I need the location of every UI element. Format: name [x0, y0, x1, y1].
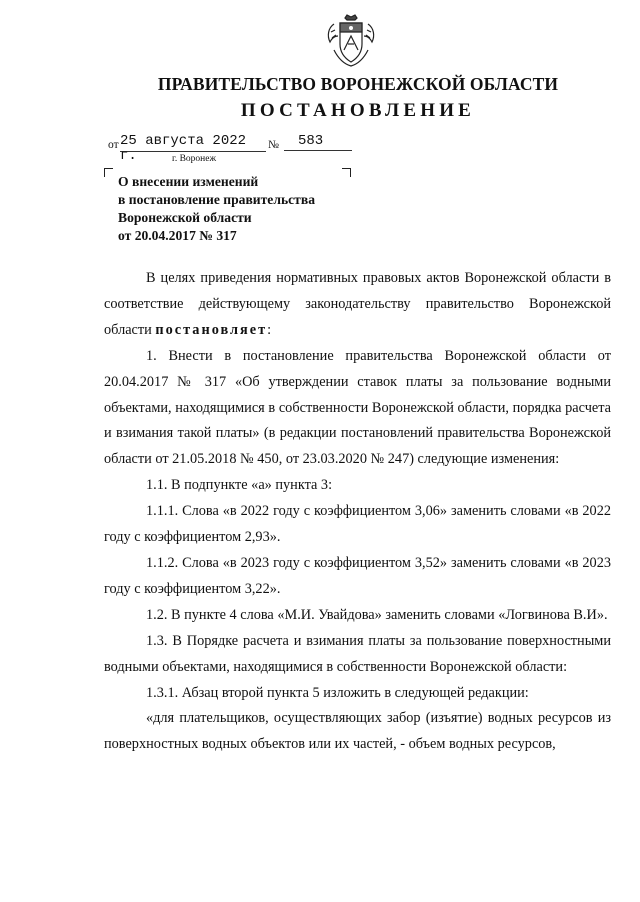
date-prefix: от	[108, 139, 119, 151]
paragraph-1-2: 1.2. В пункте 4 слова «М.И. Увайдова» заменить словами «Логвинова В.И».	[146, 606, 608, 623]
number-prefix: №	[268, 139, 279, 151]
document-subject	[118, 173, 315, 245]
decree-word: постановляет	[155, 321, 268, 338]
paragraph-1-3: 1.3. В Порядке расчета и взимания платы за пользование поверхностными водными объектами, находящимися в собственности Воронежской области:	[104, 632, 611, 675]
subject-line: в постановление правительства	[118, 192, 315, 207]
subject-line: Воронежской области	[118, 210, 252, 225]
subject-bracket-right	[342, 168, 351, 177]
paragraph-1: 1. Внести в постановление правительства Воронежской области от 20.04.2017 № 317 «Об утверждении ставок платы за пользование водными объектами, находящимися в собственности Воронежской области, порядка расчета и взимания такой платы» (в редакции постановлений правительства Воронежской области от 21.05.2018 № 450, от 23.03.2020 № 247) следующие изменения:	[104, 347, 611, 468]
paragraph-1-1: 1.1. В подпункте «а» пункта 3:	[146, 477, 333, 494]
document-type: ПОСТАНОВЛЕНИЕ	[240, 100, 476, 121]
organization-name: ПРАВИТЕЛЬСТВО ВОРОНЕЖСКОЙ ОБЛАСТИ	[157, 74, 559, 94]
paragraph-1-3-1: 1.3.1. Абзац второй пункта 5 изложить в следующей редакции:	[146, 684, 529, 701]
document-body	[104, 266, 611, 758]
preamble-paragraph	[104, 266, 611, 344]
city-name: г. Воронеж	[172, 154, 217, 164]
document-date: 25 августа 2022 г.	[120, 134, 266, 152]
coat-of-arms-emblem	[326, 14, 376, 68]
subject-bracket-left	[104, 168, 113, 177]
decree-colon: :	[267, 321, 272, 338]
document-number: 583	[284, 134, 352, 151]
quoted-paragraph: «для плательщиков, осуществляющих забор (изъятие) водных ресурсов из поверхностных водных объектов или их частей, - объем водных ресурсов,	[104, 710, 611, 753]
paragraph-1-1-1: 1.1.1. Слова «в 2022 году с коэффициентом 3,06» заменить словами «в 2022 году с коэффициентом 2,93».	[104, 503, 611, 546]
subject-line: О внесении изменений	[118, 174, 259, 189]
subject-line: от 20.04.2017 № 317	[118, 228, 237, 243]
preamble-text: В целях приведения нормативных правовых актов Воронежской области в соответствие действующему законодательству правительство Воронежской области	[104, 270, 611, 338]
paragraph-1-1-2: 1.1.2. Слова «в 2023 году с коэффициентом 3,52» заменить словами «в 2023 году с коэффициентом 3,22».	[104, 554, 611, 597]
